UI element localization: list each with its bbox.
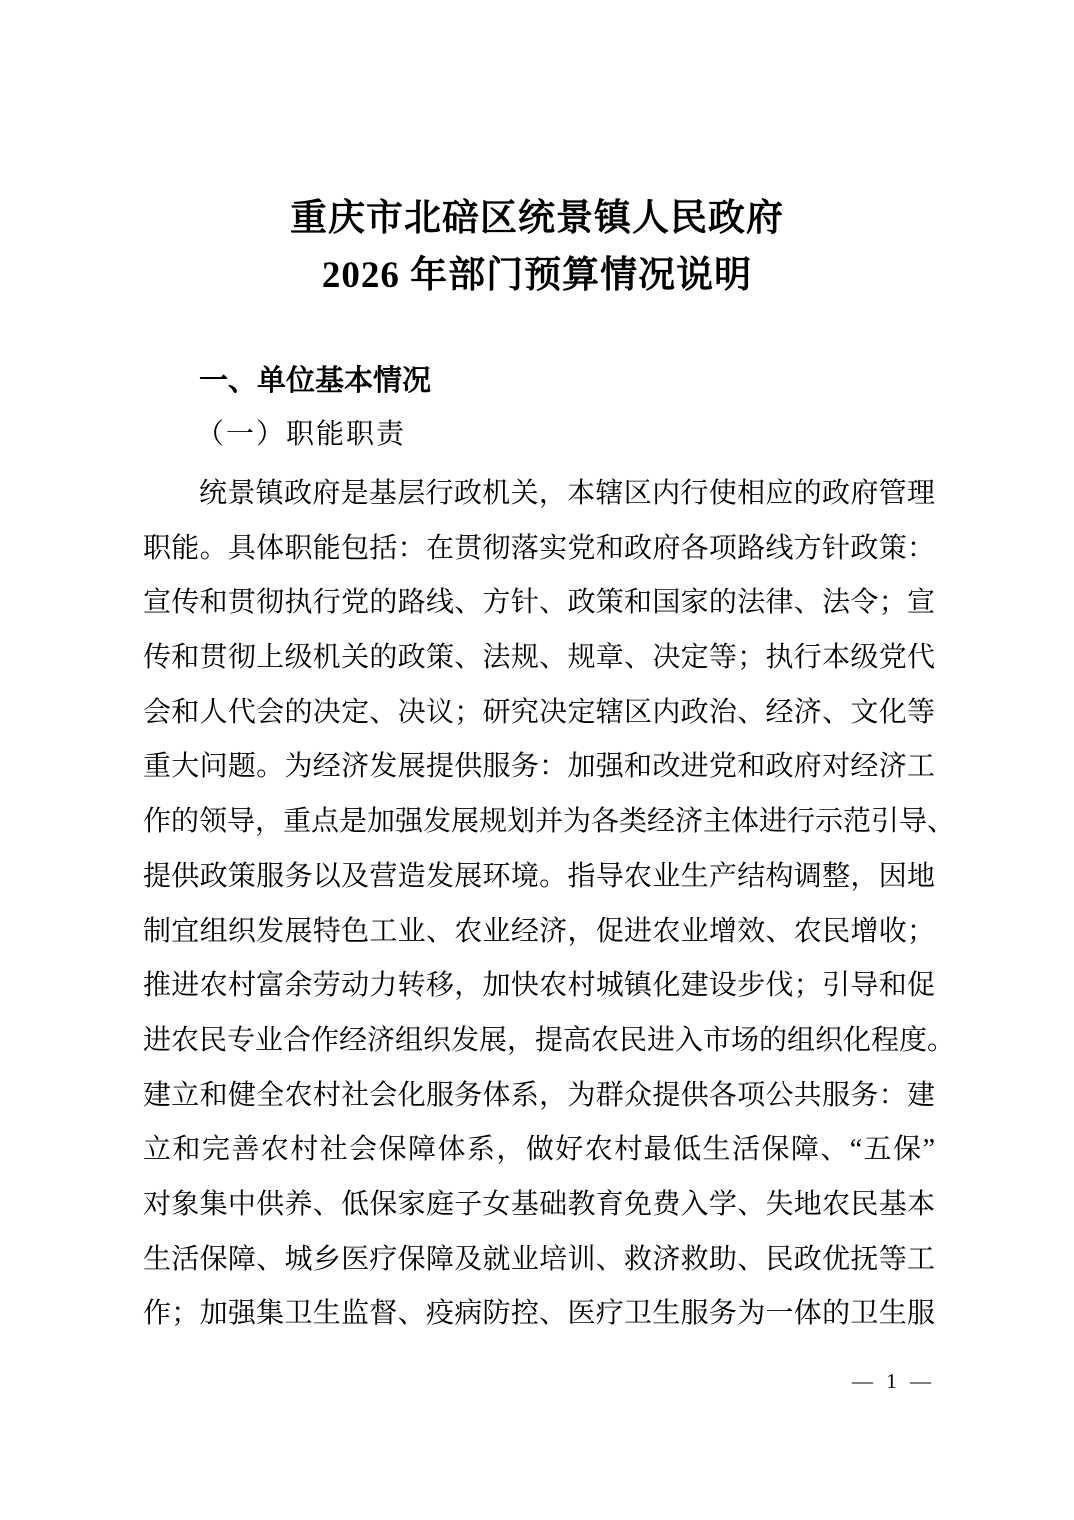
paragraph-line: 立和完善农村社会保障体系，做好农村最低生活保障、“五保”: [143, 1134, 935, 1166]
paragraph-line: 提供政策服务以及营造发展环境。指导农业生产结构调整，因地: [143, 860, 935, 892]
paragraph-line: 建立和健全农村社会化服务体系，为群众提供各项公共服务：建: [143, 1079, 935, 1111]
page-number: — 1 —: [852, 1369, 935, 1393]
paragraph-line: 对象集中供养、低保家庭子女基础教育免费入学、失地农民基本: [143, 1188, 935, 1220]
section-heading: 一、单位基本情况: [199, 365, 432, 397]
document-title-line1: 重庆市北碚区统景镇人民政府: [290, 198, 784, 239]
paragraph-line: 作；加强集卫生监督、疫病防控、医疗卫生服务为一体的卫生服: [143, 1298, 935, 1330]
paragraph-line: 制宜组织发展特色工业、农业经济，促进农业增效、农民增收；: [143, 915, 935, 947]
document-title: [0, 190, 1074, 304]
paragraph-line: 生活保障、城乡医疗保障及就业培训、救济救助、民政优抚等工: [143, 1243, 935, 1275]
paragraph-line: 进农民专业合作经济组织发展，提高农民进入市场的组织化程度。: [143, 1024, 956, 1056]
paragraph-line: 职能。具体职能包括：在贯彻落实党和政府各项路线方针政策：: [143, 532, 935, 564]
paragraph-line: 传和贯彻上级机关的政策、法规、规章、决定等；执行本级党代: [143, 642, 935, 674]
paragraph-line: 宣传和贯彻执行党的路线、方针、政策和国家的法律、法令；宣: [143, 587, 935, 619]
paragraph-line: 会和人代会的决定、决议；研究决定辖区内政治、经济、文化等: [143, 696, 935, 728]
document-title-line2: 2026 年部门预算情况说明: [321, 255, 753, 296]
subsection-heading: （一）职能职责: [196, 419, 407, 450]
body-paragraph: [143, 467, 956, 1342]
paragraph-line: 推进农村富余劳动力转移，加快农村城镇化建设步伐；引导和促: [143, 970, 935, 1002]
paragraph-line: 重大问题。为经济发展提供服务：加强和改进党和政府对经济工: [143, 751, 935, 783]
paragraph-line: 作的领导，重点是加强发展规划并为各类经济主体进行示范引导、: [143, 806, 956, 838]
paragraph-line: 统景镇政府是基层行政机关，本辖区内行使相应的政府管理: [199, 478, 935, 509]
